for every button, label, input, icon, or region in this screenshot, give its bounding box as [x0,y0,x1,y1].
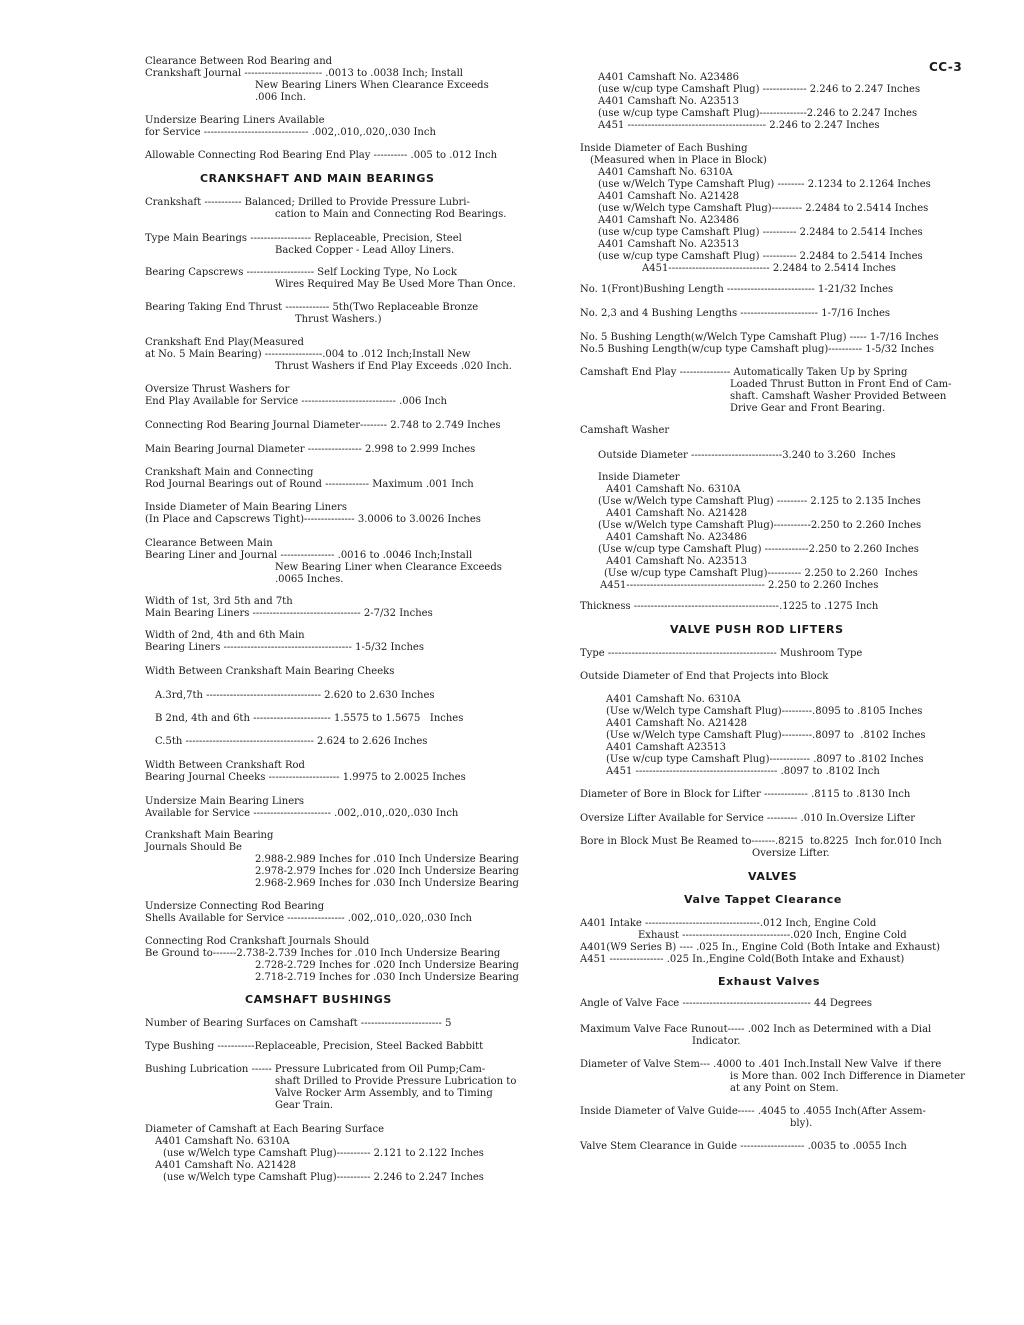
spec-line: A451 ----------------------------------------- 2.246 to 2.247 Inches [598,120,880,131]
spec-line: Bearing Capscrews -------------------- Self Locking Type, No Lock [145,267,457,278]
spec-line: Main Bearing Journal Diameter ---------------- 2.998 to 2.999 Inches [145,444,476,455]
page-id: CC-3 [929,60,963,74]
spec-line: cation to Main and Connecting Rod Bearings. [275,209,507,220]
spec-line: (Use w/Welch type Camshaft Plug)-----------2.250 to 2.260 Inches [598,520,922,531]
spec-line: Connecting Rod Crankshaft Journals Should [145,936,370,947]
section-heading: VALVE PUSH ROD LIFTERS [670,623,844,636]
spec-line: Oversize Lifter. [752,848,830,859]
spec-line: Crankshaft End Play(Measured [145,337,304,348]
spec-line: A401 Camshaft No. 6310A [606,694,741,705]
spec-line: A451----------------------------------------- 2.250 to 2.260 Inches [600,580,879,591]
spec-line: No. 5 Bushing Length(w/Welch Type Camshaft Plug) ----- 1-7/16 Inches [580,332,939,343]
spec-line: Clearance Between Rod Bearing and [145,56,333,67]
spec-line: Thrust Washers.) [295,314,382,325]
spec-line: 2.718-2.719 Inches for .030 Inch Undersize Bearing [255,972,519,983]
subsection-heading: Valve Tappet Clearance [684,893,842,906]
spec-line: Diameter of Bore in Block for Lifter ------------- .8115 to .8130 Inch [580,789,911,800]
spec-line: at No. 5 Main Bearing) -----------------.004 to .012 Inch;Install New [145,349,471,360]
spec-line: (use w/Welch type Camshaft Plug)---------- 2.121 to 2.122 Inches [163,1148,484,1159]
spec-line: Camshaft End Play --------------- Automatically Taken Up by Spring [580,367,908,378]
spec-line: No.5 Bushing Length(w/cup type Camshaft plug)---------- 1-5/32 Inches [580,344,935,355]
spec-line: End Play Available for Service ---------------------------- .006 Inch [145,396,447,407]
spec-line: Type Main Bearings ------------------ Replaceable, Precision, Steel [145,233,462,244]
spec-line: Type Bushing -----------Replaceable, Precision, Steel Backed Babbitt [145,1041,484,1052]
spec-line: Available for Service ----------------------- .002,.010,.020,.030 Inch [145,808,459,819]
spec-line: (use w/cup type Camshaft Plug) ---------- 2.2484 to 2.5414 Inches [598,227,923,238]
spec-line: No. 2,3 and 4 Bushing Lengths ----------------------- 1-7/16 Inches [580,308,891,319]
spec-line: A401 Camshaft No. A23513 [606,556,748,567]
spec-line: Inside Diameter [598,472,680,483]
spec-line: Undersize Main Bearing Liners [145,796,305,807]
spec-line: A401 Camshaft No. 6310A [606,484,741,495]
spec-line: Width Between Crankshaft Main Bearing Cheeks [145,666,395,677]
spec-line: Maximum Valve Face Runout----- .002 Inch as Determined with a Dial [580,1024,932,1035]
spec-line: shaft. Camshaft Washer Provided Between [730,391,947,402]
spec-line: 2.968-2.969 Inches for .030 Inch Undersize Bearing [255,878,519,889]
spec-line: 2.728-2.729 Inches for .020 Inch Undersize Bearing [255,960,519,971]
spec-line: Bore in Block Must Be Reamed to-------.8215 to.8225 Inch for.010 Inch [580,836,942,847]
spec-line: (use w/Welch Type Camshaft Plug) -------- 2.1234 to 2.1264 Inches [598,179,931,190]
spec-line: Crankshaft ----------- Balanced; Drilled to Provide Pressure Lubri- [145,197,470,208]
section-heading: CAMSHAFT BUSHINGS [245,993,392,1006]
spec-line: Wires Required May Be Used More Than Once. [275,279,516,290]
spec-line: Backed Copper - Lead Alloy Liners. [275,245,455,256]
spec-line: Main Bearing Liners -------------------------------- 2-7/32 Inches [145,608,433,619]
spec-line: 2.988-2.989 Inches for .010 Inch Undersize Bearing [255,854,519,865]
spec-line: Type -------------------------------------------------- Mushroom Type [580,648,863,659]
spec-line: Indicator. [692,1036,741,1047]
spec-line: Clearance Between Main [145,538,273,549]
spec-line: A.3rd,7th ---------------------------------- 2.620 to 2.630 Inches [155,690,435,701]
spec-line: Bearing Taking End Thrust ------------- 5th(Two Replaceable Bronze [145,302,479,313]
spec-line: Diameter of Valve Stem--- .4000 to .401 Inch.Install New Valve if there [580,1059,942,1070]
spec-line: (use w/cup type Camshaft Plug)--------------2.246 to 2.247 Inches [598,108,918,119]
spec-line: (use w/cup type Camshaft Plug) ------------- 2.246 to 2.247 Inches [598,84,921,95]
spec-line: New Bearing Liner when Clearance Exceeds [275,562,502,573]
subsection-heading: Exhaust Valves [718,975,821,988]
spec-line: Thickness -------------------------------------------.1225 to .1275 Inch [580,601,879,612]
spec-line: Bushing Lubrication ------ Pressure Lubricated from Oil Pump;Cam- [145,1064,486,1075]
spec-line: A401 Camshaft No. A23486 [598,72,740,83]
spec-line: (In Place and Capscrews Tight)--------------- 3.0006 to 3.0026 Inches [145,514,481,525]
spec-line: Be Ground to-------2.738-2.739 Inches for .010 Inch Undersize Bearing [145,948,501,959]
spec-line: Connecting Rod Bearing Journal Diameter-------- 2.748 to 2.749 Inches [145,420,501,431]
spec-line: A401 Camshaft No. A23513 [598,239,740,250]
spec-line: Allowable Connecting Rod Bearing End Play ---------- .005 to .012 Inch [145,150,498,161]
spec-line: A401 Camshaft No. A23486 [598,215,740,226]
spec-line: Undersize Connecting Rod Bearing [145,901,325,912]
spec-line: Drive Gear and Front Bearing. [730,403,886,414]
spec-line: (Use w/Welch type Camshaft Plug) --------- 2.125 to 2.135 Inches [598,496,921,507]
spec-line: is More than. 002 Inch Difference in Diameter [730,1071,965,1082]
spec-line: Loaded Thrust Button in Front End of Cam- [730,379,952,390]
spec-line: Width of 2nd, 4th and 6th Main [145,630,305,641]
spec-line: Inside Diameter of Valve Guide----- .4045 to .4055 Inch(After Assem- [580,1106,926,1117]
spec-line: Valve Rocker Arm Assembly, and to Timing [275,1088,493,1099]
spec-line: (use w/Welch type Camshaft Plug)--------- 2.2484 to 2.5414 Inches [598,203,929,214]
spec-line: Diameter of Camshaft at Each Bearing Surface [145,1124,385,1135]
spec-line: (use w/Welch type Camshaft Plug)---------- 2.246 to 2.247 Inches [163,1172,484,1183]
spec-line: 2.978-2.979 Inches for .020 Inch Undersize Bearing [255,866,519,877]
spec-line: A401 Camshaft A23513 [606,742,727,753]
spec-line: A401 Camshaft No. 6310A [598,167,733,178]
spec-line: Crankshaft Journal ----------------------- .0013 to .0038 Inch; Install [145,68,463,79]
spec-line: Angle of Valve Face -------------------------------------- 44 Degrees [580,998,872,1009]
spec-line: .0065 Inches. [275,574,344,585]
spec-line: C.5th -------------------------------------- 2.624 to 2.626 Inches [155,736,428,747]
spec-line: Bearing Journal Cheeks --------------------- 1.9975 to 2.0025 Inches [145,772,466,783]
spec-line: (Measured when in Place in Block) [590,155,767,166]
spec-line: A451 ------------------------------------------ .8097 to .8102 Inch [606,766,880,777]
spec-line: Bearing Liner and Journal ---------------- .0016 to .0046 Inch;Install [145,550,473,561]
spec-line: Shells Available for Service ----------------- .002,.010,.020,.030 Inch [145,913,473,924]
spec-line: .006 Inch. [255,92,307,103]
spec-line: (Use w/Welch type Camshaft Plug)---------.8097 to .8102 Inches [606,730,926,741]
spec-line: Oversize Thrust Washers for [145,384,290,395]
spec-line: A401 Camshaft No. A21428 [598,191,740,202]
spec-line: Width of 1st, 3rd 5th and 7th [145,596,293,607]
spec-line: Thrust Washers if End Play Exceeds .020 Inch. [275,361,512,372]
spec-line: Number of Bearing Surfaces on Camshaft ------------------------ 5 [145,1018,452,1029]
spec-line: A401 Camshaft No. A21428 [606,508,748,519]
spec-line: (Use w/cup type Camshaft Plug)---------- 2.250 to 2.260 Inches [604,568,918,579]
spec-line: A401 Intake ----------------------------------.012 Inch, Engine Cold [580,918,877,929]
spec-line: (Use w/cup type Camshaft Plug) -------------2.250 to 2.260 Inches [598,544,919,555]
spec-line: Valve Stem Clearance in Guide ------------------- .0035 to .0055 Inch [580,1141,907,1152]
spec-line: B 2nd, 4th and 6th ----------------------- 1.5575 to 1.5675 Inches [155,713,464,724]
spec-line: New Bearing Liners When Clearance Exceeds [255,80,489,91]
spec-line: Inside Diameter of Each Bushing [580,143,748,154]
spec-line: Outside Diameter ---------------------------3.240 to 3.260 Inches [598,450,896,461]
spec-line: Undersize Bearing Liners Available [145,115,325,126]
spec-line: Width Between Crankshaft Rod [145,760,305,771]
spec-line: A401 Camshaft No. A23486 [606,532,748,543]
spec-line: (Use w/cup type Camshaft Plug)------------ .8097 to .8102 Inches [606,754,924,765]
spec-line: Outside Diameter of End that Projects into Block [580,671,829,682]
spec-line: Rod Journal Bearings out of Round ------------- Maximum .001 Inch [145,479,474,490]
spec-line: A401 Camshaft No. A23513 [598,96,740,107]
section-heading: CRANKSHAFT AND MAIN BEARINGS [200,172,435,185]
spec-line: Bearing Liners -------------------------------------- 1-5/32 Inches [145,642,424,653]
spec-line: Oversize Lifter Available for Service --------- .010 In.Oversize Lifter [580,813,916,824]
spec-line: (use w/cup type Camshaft Plug) ---------- 2.2484 to 2.5414 Inches [598,251,923,262]
spec-line: A401 Camshaft No. 6310A [155,1136,290,1147]
spec-line: for Service ------------------------------- .002,.010,.020,.030 Inch [145,127,436,138]
spec-line: at any Point on Stem. [730,1083,839,1094]
spec-line: Gear Train. [275,1100,334,1111]
spec-line: A451 ---------------- .025 In.,Engine Cold(Both Intake and Exhaust) [580,954,905,965]
spec-line: A451------------------------------ 2.2484 to 2.5414 Inches [642,263,896,274]
spec-line: Camshaft Washer [580,425,670,436]
spec-line: A401(W9 Series B) ---- .025 In., Engine Cold (Both Intake and Exhaust) [580,942,941,953]
spec-line: A401 Camshaft No. A21428 [155,1160,297,1171]
spec-line: No. 1(Front)Bushing Length -------------------------- 1-21/32 Inches [580,284,894,295]
spec-line: Crankshaft Main Bearing [145,830,274,841]
spec-line: Inside Diameter of Main Bearing Liners [145,502,347,513]
spec-line: shaft Drilled to Provide Pressure Lubrication to [275,1076,517,1087]
spec-line: A401 Camshaft No. A21428 [606,718,748,729]
spec-line: (Use w/Welch type Camshaft Plug)---------.8095 to .8105 Inches [606,706,923,717]
spec-line: bly). [790,1118,813,1129]
section-heading: VALVES [748,870,798,883]
spec-line: Journals Should Be [145,842,242,853]
spec-line: Crankshaft Main and Connecting [145,467,314,478]
spec-line: Exhaust --------------------------------.020 Inch, Engine Cold [638,930,907,941]
